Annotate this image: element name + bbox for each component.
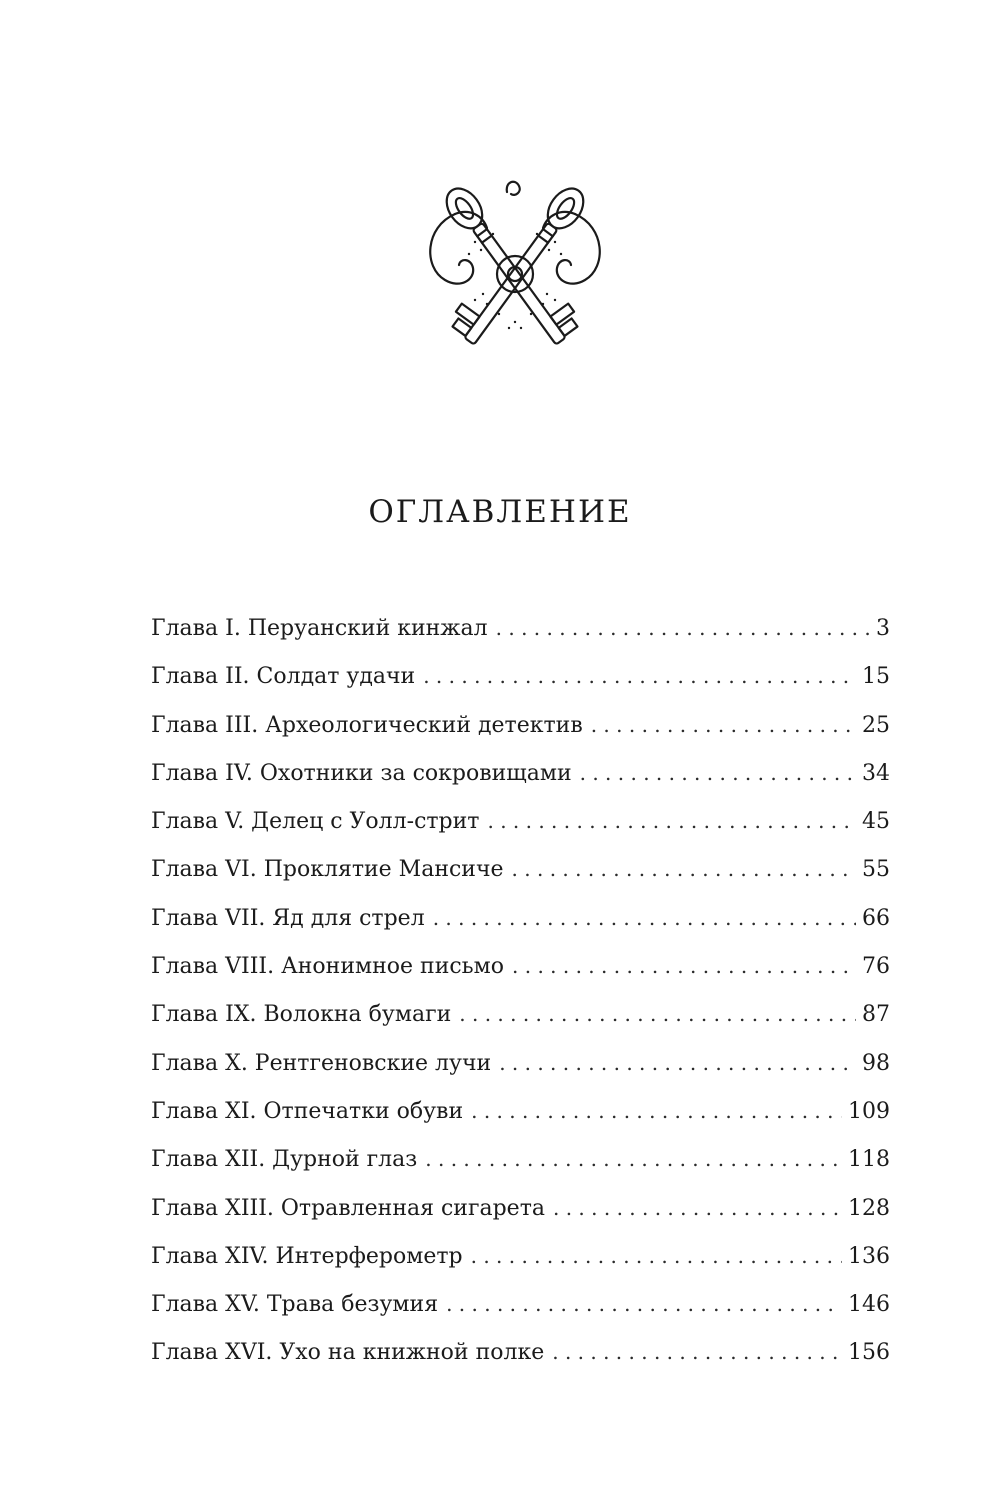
toc-leader-dots [512,942,856,990]
toc-entry-label: Глава VI. Проклятие Мансиче [151,857,504,883]
table-of-contents [151,604,890,1377]
toc-entry-label: Глава XI. Отпечатки обуви [151,1098,464,1124]
toc-entry[interactable] [151,942,890,990]
toc-entry[interactable] [151,604,890,652]
page-title: ОГЛАВЛЕНИЕ [368,494,632,530]
toc-entry-page: 55 [862,857,890,883]
toc-entry-page: 136 [848,1243,890,1269]
toc-entry-page: 3 [876,616,890,641]
toc-entry[interactable] [151,1328,890,1376]
toc-entry[interactable] [151,1184,890,1232]
toc-entry-label: Глава XVI. Ухо на книжной полке [151,1340,545,1366]
toc-leader-dots [496,604,870,652]
toc-entry[interactable] [151,652,890,700]
toc-leader-dots [471,1087,842,1135]
toc-entry[interactable] [151,1087,890,1135]
toc-leader-dots [499,1039,856,1087]
toc-entry-label: Глава VII. Яд для стрел [151,905,425,931]
toc-leader-dots [512,845,856,893]
toc-entry-label: Глава V. Делец с Уолл-стрит [151,809,480,835]
toc-leader-dots [487,797,856,845]
toc-entry[interactable] [151,1039,890,1087]
toc-entry-page: 98 [862,1050,890,1076]
toc-entry-label: Глава IV. Охотники за сокровищами [151,760,572,786]
toc-entry-page: 76 [862,954,890,980]
toc-entry[interactable] [151,749,890,797]
toc-entry[interactable] [151,894,890,942]
toc-entry-page: 146 [848,1292,890,1318]
toc-entry-page: 15 [862,664,890,690]
crossed-keys-emblem [415,172,615,384]
toc-entry-page: 156 [848,1340,890,1366]
toc-entry[interactable] [151,845,890,893]
toc-entry[interactable] [151,701,890,749]
toc-entry-page: 109 [848,1098,890,1124]
toc-entry-label: Глава I. Перуанский кинжал [151,616,488,641]
toc-entry-label: Глава IX. Волокна бумаги [151,1002,452,1028]
toc-entry-page: 118 [848,1147,890,1173]
toc-leader-dots [471,1232,842,1280]
toc-leader-dots [591,701,856,749]
toc-leader-dots [433,894,856,942]
toc-entry-page: 45 [862,809,890,835]
toc-leader-dots [425,1135,842,1183]
toc-entry-label: Глава XIV. Интерферометр [151,1243,463,1269]
toc-entry[interactable] [151,990,890,1038]
toc-entry-label: Глава XV. Трава безумия [151,1292,439,1318]
toc-entry-label: Глава XIII. Отравленная сигарета [151,1195,545,1221]
toc-entry[interactable] [151,797,890,845]
toc-leader-dots [580,749,856,797]
toc-entry-label: Глава III. Археологический детектив [151,712,583,738]
toc-entry-page: 34 [862,760,890,786]
toc-leader-dots [552,1328,842,1376]
toc-entry[interactable] [151,1280,890,1328]
toc-leader-dots [446,1280,842,1328]
toc-leader-dots [459,990,856,1038]
toc-leader-dots [553,1184,842,1232]
toc-entry-page: 128 [848,1195,890,1221]
toc-entry-page: 66 [862,905,890,931]
toc-entry-label: Глава II. Солдат удачи [151,664,416,690]
toc-entry-label: Глава X. Рентгеновские лучи [151,1050,492,1076]
toc-entry-label: Глава XII. Дурной глаз [151,1147,418,1173]
toc-entry[interactable] [151,1232,890,1280]
toc-entry[interactable] [151,1135,890,1183]
toc-leader-dots [423,652,856,700]
toc-entry-page: 87 [862,1002,890,1028]
toc-entry-label: Глава VIII. Анонимное письмо [151,954,505,980]
toc-entry-page: 25 [862,712,890,738]
